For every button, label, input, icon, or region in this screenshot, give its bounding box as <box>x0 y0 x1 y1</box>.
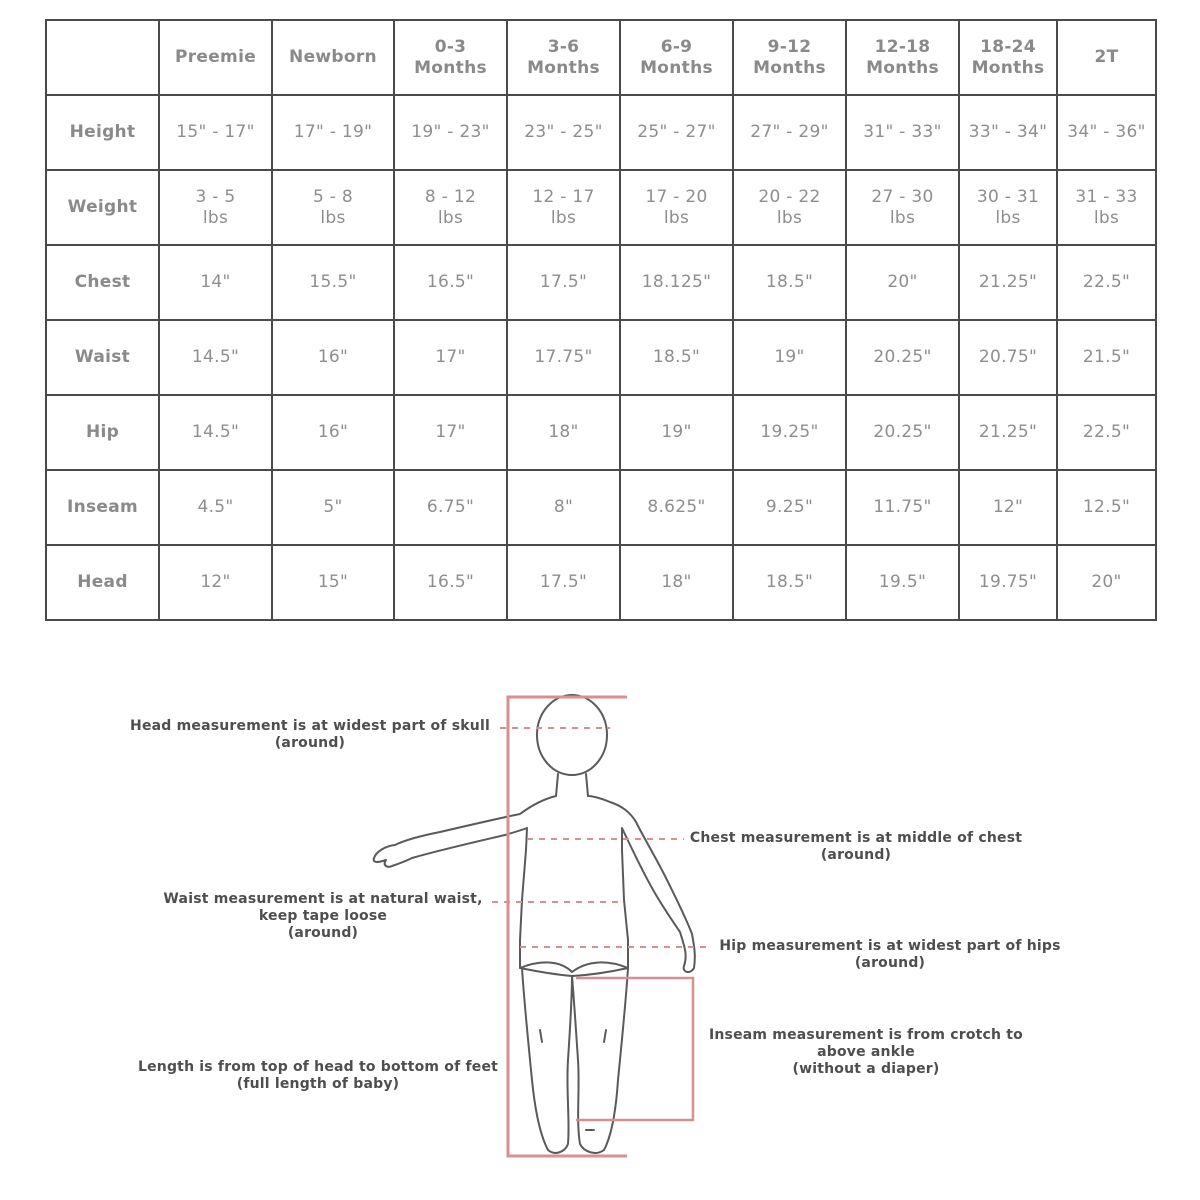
length-note: Length is from top of head to bottom of feet (full length of baby) <box>137 1059 499 1092</box>
table-cell: 16" <box>272 395 394 470</box>
table-cell: 22.5" <box>1057 395 1156 470</box>
table-cell: 12" <box>959 470 1057 545</box>
inseam-measure-line <box>576 978 693 1120</box>
table-cell: 34" - 36" <box>1057 95 1156 170</box>
table-cell: 20.75" <box>959 320 1057 395</box>
table-cell: 15.5" <box>272 245 394 320</box>
table-cell: 21.5" <box>1057 320 1156 395</box>
table-cell: 14.5" <box>159 395 272 470</box>
table-cell: 18.125" <box>620 245 733 320</box>
table-cell: 19.75" <box>959 545 1057 620</box>
row-label: Chest <box>46 245 159 320</box>
baby-neck-outline <box>556 774 588 796</box>
row-label: Waist <box>46 320 159 395</box>
waist-note: Waist measurement is at natural waist, keep tape loose (around) <box>163 891 483 941</box>
table-cell: 17.5" <box>507 245 620 320</box>
table-cell: 15" <box>272 545 394 620</box>
table-cell: 4.5" <box>159 470 272 545</box>
row-label: Head <box>46 545 159 620</box>
table-cell: 17.75" <box>507 320 620 395</box>
column-header: Newborn <box>272 20 394 95</box>
table-cell: 16.5" <box>394 545 507 620</box>
table-cell: 27 - 30 lbs <box>846 170 959 245</box>
table-cell: 17" <box>394 395 507 470</box>
table-cell: 18.5" <box>733 545 846 620</box>
table-cell: 21.25" <box>959 395 1057 470</box>
row-label: Inseam <box>46 470 159 545</box>
table-cell: 17 - 20 lbs <box>620 170 733 245</box>
table-cell: 8" <box>507 470 620 545</box>
column-header: 2T <box>1057 20 1156 95</box>
table-cell: 18" <box>507 395 620 470</box>
table-cell: 16" <box>272 320 394 395</box>
table-cell: 19" <box>620 395 733 470</box>
row-label: Hip <box>46 395 159 470</box>
table-cell: 20 - 22 lbs <box>733 170 846 245</box>
table-cell: 17" <box>394 320 507 395</box>
table-cell: 19" - 23" <box>394 95 507 170</box>
table-cell: 16.5" <box>394 245 507 320</box>
table-cell: 25" - 27" <box>620 95 733 170</box>
chest-note: Chest measurement is at middle of chest (around) <box>689 830 1023 863</box>
table-cell: 21.25" <box>959 245 1057 320</box>
table-cell: 20" <box>1057 545 1156 620</box>
column-header: Preemie <box>159 20 272 95</box>
column-header: 3-6 Months <box>507 20 620 95</box>
table-cell: 18.5" <box>733 245 846 320</box>
table-cell: 19.25" <box>733 395 846 470</box>
hip-note: Hip measurement is at widest part of hips (around) <box>719 938 1061 971</box>
table-cell: 12.5" <box>1057 470 1156 545</box>
table-cell: 18.5" <box>620 320 733 395</box>
column-header: 0-3 Months <box>394 20 507 95</box>
table-cell: 20.25" <box>846 395 959 470</box>
table-cell: 14.5" <box>159 320 272 395</box>
baby-knee-marks <box>540 1030 606 1130</box>
table-cell: 31" - 33" <box>846 95 959 170</box>
column-header: 9-12 Months <box>733 20 846 95</box>
baby-head-outline <box>537 695 607 775</box>
row-label: Height <box>46 95 159 170</box>
table-cell: 27" - 29" <box>733 95 846 170</box>
column-header: 12-18 Months <box>846 20 959 95</box>
table-cell: 9.25" <box>733 470 846 545</box>
table-cell: 8 - 12 lbs <box>394 170 507 245</box>
inseam-bracket <box>576 978 693 1120</box>
table-cell: 33" - 34" <box>959 95 1057 170</box>
table-cell: 8.625" <box>620 470 733 545</box>
baby-legs-outline <box>522 968 628 1153</box>
table-cell: 23" - 25" <box>507 95 620 170</box>
table-cell: 17" - 19" <box>272 95 394 170</box>
column-header: 18-24 Months <box>959 20 1057 95</box>
table-cell: 19" <box>733 320 846 395</box>
table-cell: 20" <box>846 245 959 320</box>
table-cell: 22.5" <box>1057 245 1156 320</box>
table-cell: 5 - 8 lbs <box>272 170 394 245</box>
table-cell: 14" <box>159 245 272 320</box>
table-cell: 5" <box>272 470 394 545</box>
table-cell: 12 - 17 lbs <box>507 170 620 245</box>
row-label: Weight <box>46 170 159 245</box>
head-note: Head measurement is at widest part of skull (around) <box>130 718 490 751</box>
column-header: 6-9 Months <box>620 20 733 95</box>
inseam-note: Inseam measurement is from crotch to above ankle (without a diaper) <box>708 1027 1023 1077</box>
table-cell: 12" <box>159 545 272 620</box>
table-cell: 3 - 5 lbs <box>159 170 272 245</box>
table-cell: 15" - 17" <box>159 95 272 170</box>
table-cell: 30 - 31 lbs <box>959 170 1057 245</box>
baby-body-outline <box>374 796 695 976</box>
table-cell: 11.75" <box>846 470 959 545</box>
table-cell: 31 - 33 lbs <box>1057 170 1156 245</box>
table-cell: 17.5" <box>507 545 620 620</box>
table-cell: 18" <box>620 545 733 620</box>
table-cell: 19.5" <box>846 545 959 620</box>
table-cell: 20.25" <box>846 320 959 395</box>
dashed-guides <box>492 728 712 947</box>
table-cell: 6.75" <box>394 470 507 545</box>
